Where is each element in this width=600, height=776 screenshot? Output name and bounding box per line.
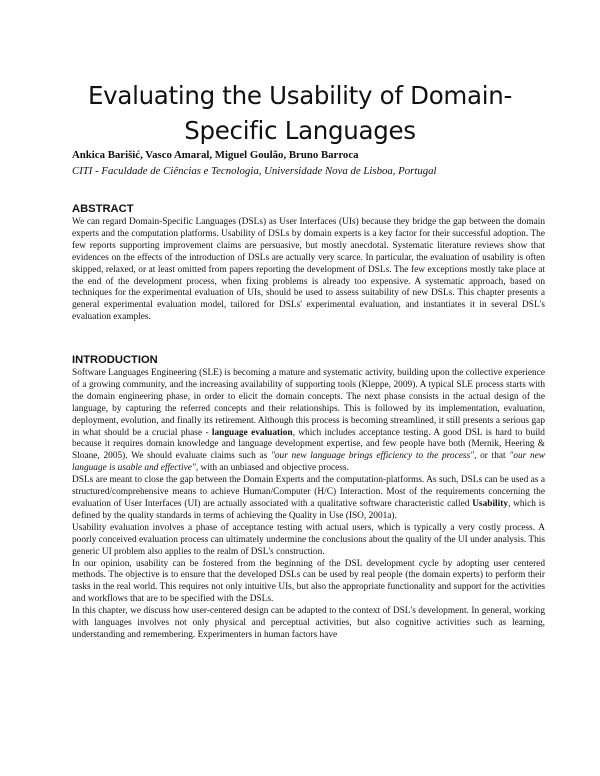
introduction-heading: INTRODUCTION (72, 354, 158, 366)
intro-p1-quote-2: "our new language is usable and effective" (72, 451, 546, 474)
intro-paragraph-3: Usability evaluation involves a phase of acceptance testing with actual users, which is typically a very costly process. A poorly conceived evaluation process can ultimately undermine the conclusions about the quality of the UI under analysis. This generic UI problem also applies to the realm of DSL's construction. (72, 522, 545, 557)
intro-p1-text-a: Software Languages Engineering (SLE) is becoming a mature and systematic activity, building upon the collective experience of a growing community, and the increasing availability of supporting tools (Kleppe, 2009). A typical SLE process starts with the domain engineering phase, in order to elicit the domain concepts. The next phase consists in the actual design of the language, by capturing the referred concepts and their relationships. This is followed by its implementation, evaluation, deployment, evolution, and finally its retirement. Although this process is becoming streamlined, it still presents a serious gap in what should be a crucial phase - (72, 368, 545, 438)
intro-p2-bold-term: Usability (472, 498, 509, 509)
intro-p1-bold-term: language evaluation (211, 427, 293, 438)
intro-paragraph-4: In our opinion, usability can be fostered from the beginning of the DSL development cycle by adopting user centered methods. The objective is to ensure that the developed DSLs can be used by real people (the domain experts) to perform their tasks in the real world. This requires not only intuitive UIs, but also the appropriate functionality and support for the activities and workflows that are to be specified with the DSLs. (72, 558, 545, 605)
introduction-section (72, 353, 545, 642)
title-line-2: Specific Languages (184, 116, 416, 145)
abstract-text: We can regard Domain-Specific Languages (DSLs) as User Interfaces (UIs) because they bridge the gap between the domain experts and the computation platforms. Usability of DSLs by domain experts is a key factor for their successful adoption. The few reports supporting improvement claims are persuasive, but mostly anecdotal. Systematic literature reviews show that evidences on the effects of the introduction of DSLs are actually very scarce. In particular, the evaluation of usability is often skipped, relaxed, or at least omitted from papers reporting the development of DSLs. The few exceptions mostly take place at the end of the development process, when fixing problems is already too expensive. A systematic approach, based on techniques for the experimental evaluation of UIs, should be used to assess suitability of new DSLs. This chapter presents a general experimental evaluation model, tailored for DSLs' experimental evaluation, and instantiates it in several DSL's evaluation examples. (72, 217, 545, 323)
affiliation: CITI - Faculdade de Ciências e Tecnologia, Universidade Nova de Lisboa, Portugal (72, 165, 437, 177)
intro-p1-text-d: , with an unbiased and objective process. (195, 463, 349, 474)
author-list: Ankica Barišić, Vasco Amaral, Miguel Goulão, Bruno Barroca (72, 149, 359, 161)
intro-p1-text-b: , which includes acceptance testing. A good DSL is hard to build because it requires domain knowledge and language development expertise, and few people have both (Mernik, Heering & Sloane, 2005). We should evaluate claims such as (72, 427, 545, 462)
intro-paragraph-2 (72, 475, 545, 523)
intro-paragraph-1 (72, 368, 545, 475)
abstract-section (72, 202, 545, 324)
intro-paragraph-5: In this chapter, we discuss how user-centered design can be adapted to the context of DSL's development. In general, working with languages involves not only physical and perceptual activities, but also cognitive activities such as learning, understanding and remembering. Experimenters in human factors have (72, 606, 545, 640)
paper-title (40, 78, 560, 148)
abstract-heading: ABSTRACT (72, 203, 134, 215)
intro-p1-text-c: , or that (474, 451, 510, 462)
intro-p2-text-a: DSLs are meant to close the gap between the Domain Experts and the computation-platforms. As such, DSLs can be used as a structured/comprehensive means to achieve Human/Computer (H/C) Interaction. Most of the requirements concerning the evaluation of User Interfaces (UI) are actually associated with a qualitative software characteristic called (72, 475, 545, 509)
intro-p1-quote-1: "our new language brings efficiency to the process" (270, 451, 475, 462)
title-line-1: Evaluating the Usability of Domain- (87, 81, 512, 110)
intro-p2-text-b: , which is defined by the quality standards in terms of achieving the Quality in Use (ISO, 2001a). (72, 498, 546, 521)
